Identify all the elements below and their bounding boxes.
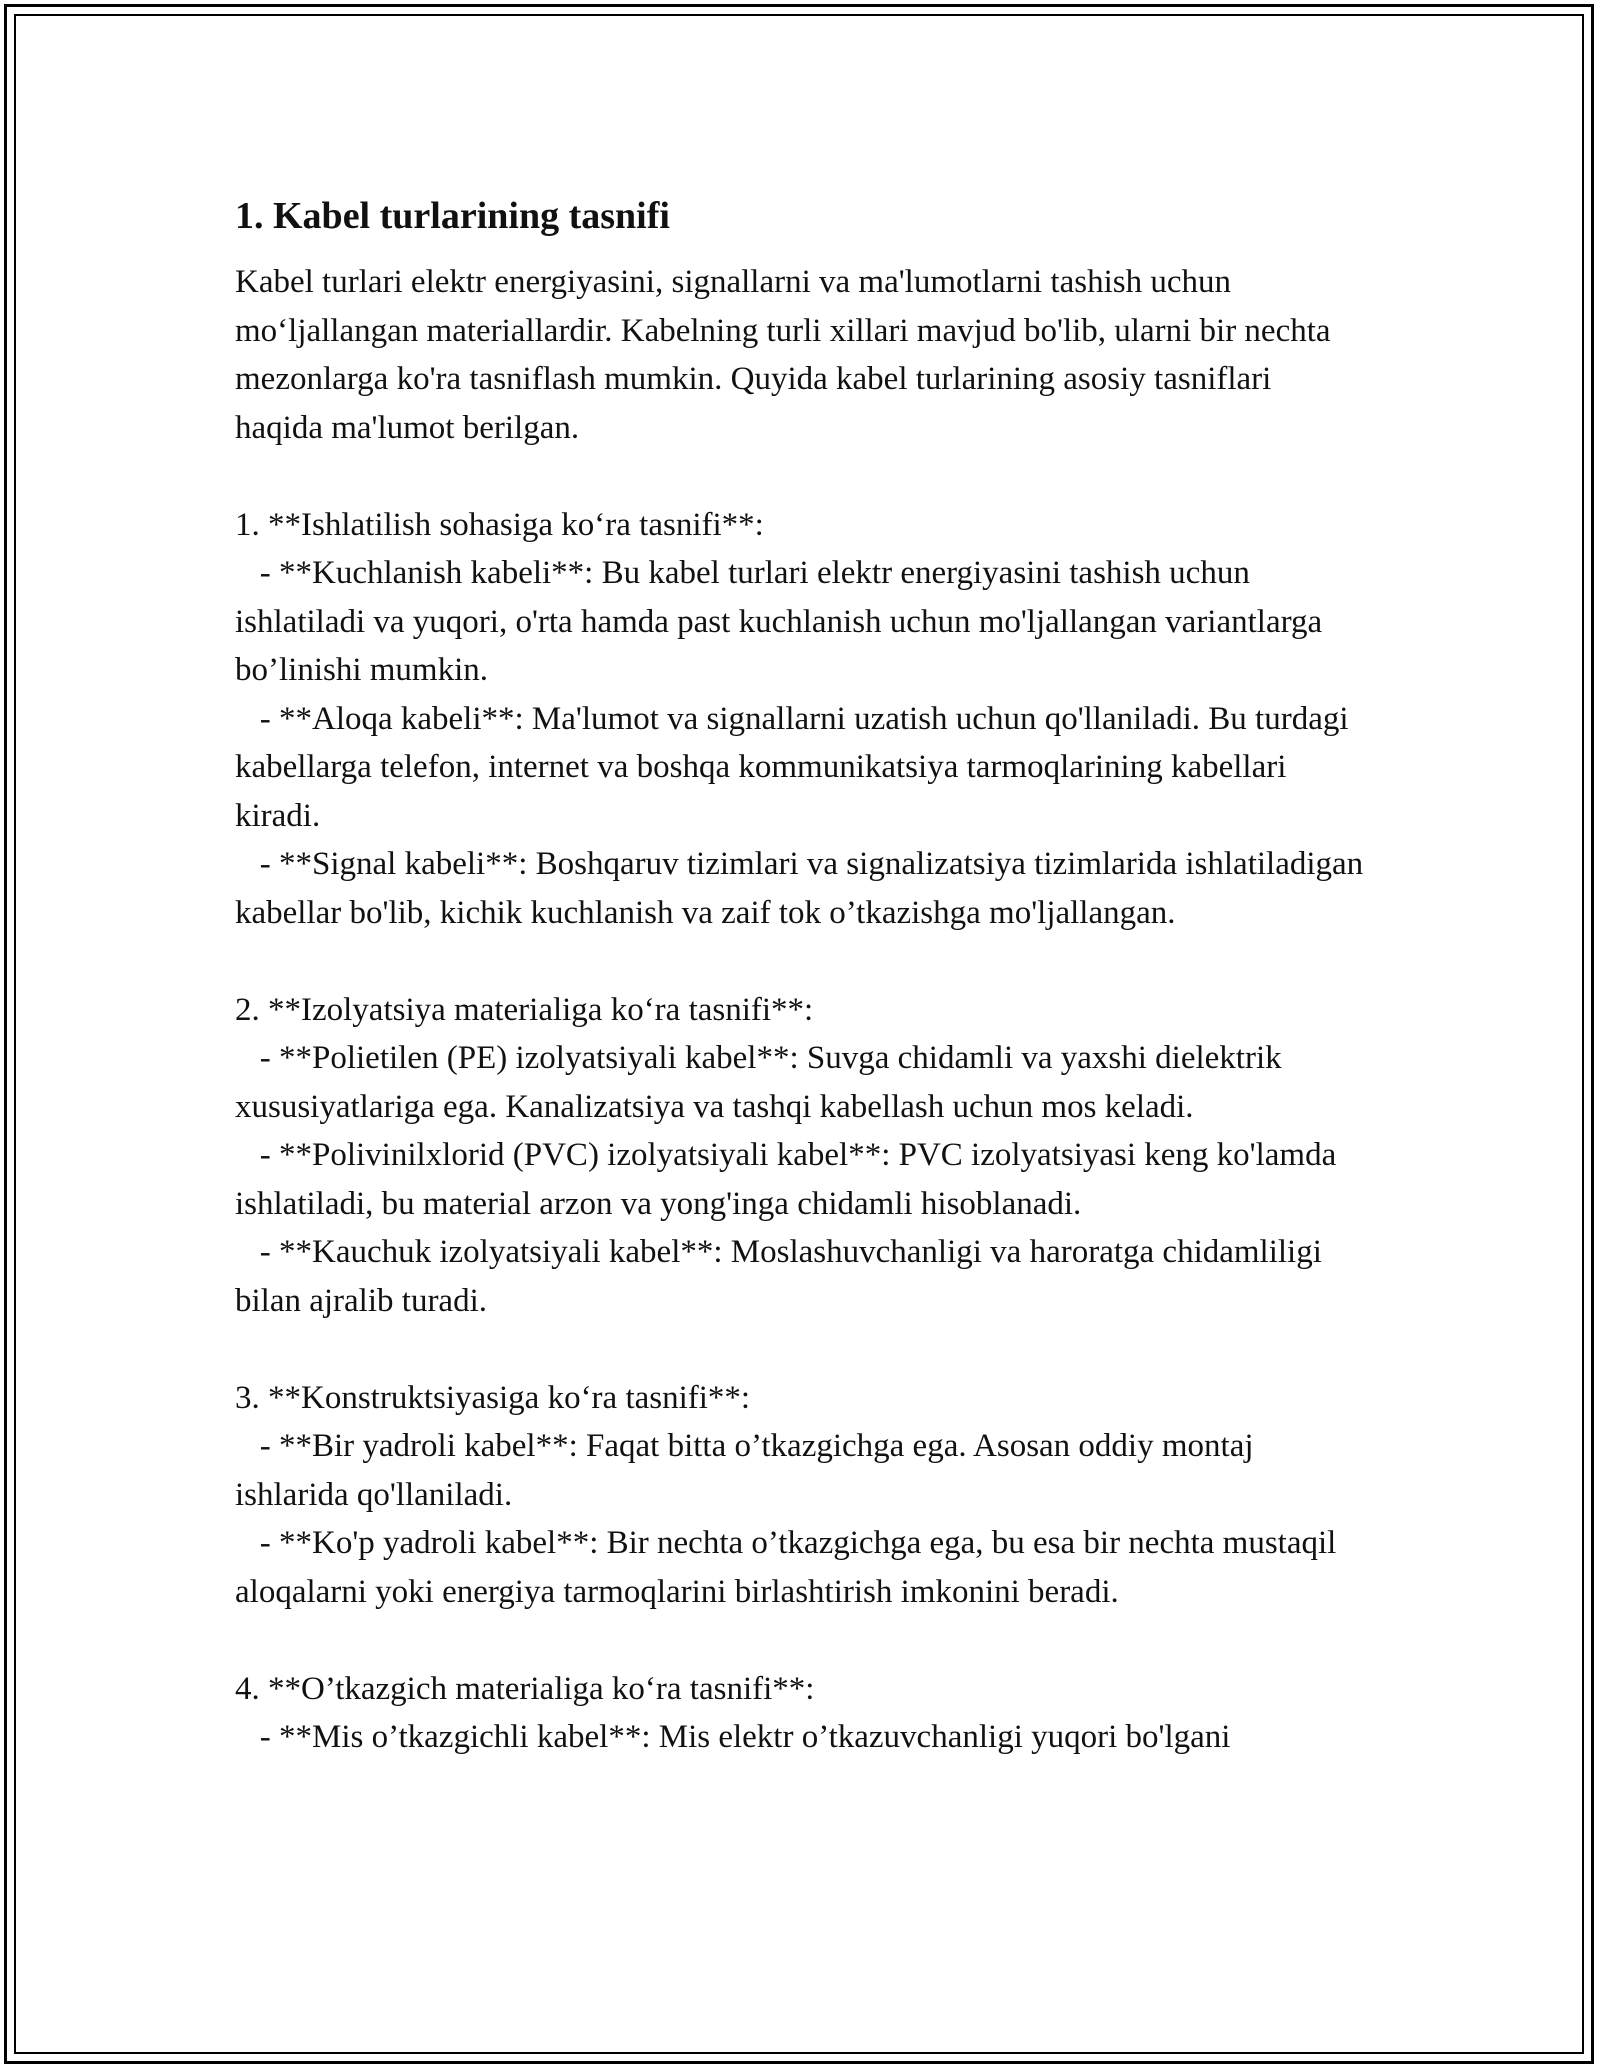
body-text: Kabel turlari elektr energiyasini, signallarni va ma'lumotlarni tashish uchun mo‘ljallangan materiallardir. Kabelning turli xillari mavjud bo'lib, ularni bir nechta mezonlarga ko'ra tasniflash mumkin. Quyida kabel turlarining asosiy tasniflari haqida ma'lumot berilgan. 1. **Ishlatilish sohasiga ko‘ra tasnifi**: - **Kuchlanish kabeli**: Bu kabel turlari elektr energiyasini tashish uchun ishlatiladi va yuqori, o'rta hamda past kuchlanish uchun mo'ljallangan variantlarga bo’linishi mumkin. - **Aloqa kabeli**: Ma'lumot va signallarni uzatish uchun qo'llaniladi. Bu turdagi kabellarga telefon, internet va boshqa kommunikatsiya tarmoqlarining kabellari kiradi. - **Signal kabeli**: Boshqaruv tizimlari va signalizatsiya tizimlarida ishlatiladigan kabellar bo'lib, kichik kuchlanish va zaif tok o’tkazishga mo'ljallangan. 2. **Izolyatsiya materialiga ko‘ra tasnifi**: - **Polietilen (PE) izolyatsiyali kabel**: Suvga chidamli va yaxshi dielektrik xususiyatlariga ega. Kanalizatsiya va tashqi kabellash uchun mos keladi. - **Polivinilxlorid (PVC) izolyatsiyali kabel**: PVC izolyatsiyasi keng ko'lamda ishlatiladi, bu material arzon va yong'inga chidamli hisoblanadi. - **Kauchuk izolyatsiyali kabel**: Moslashuvchanligi va haroratga chidamliligi bilan ajralib turadi. 3. **Konstruktsiyasiga ko‘ra tasnifi**: - **Bir yadroli kabel**: Faqat bitta o’tkazgichga ega. Asosan oddiy montaj ishlarida qo'llaniladi. - **Ko'p yadroli kabel**: Bir nechta o’tkazgichga ega, bu esa bir nechta mustaqil aloqalarni yoki energiya tarmoqlarini birlashtirish imkonini beradi. 4. **O’tkazgich materialiga ko‘ra tasnifi**: - **Mis o’tkazgichli kabel**: Mis elektr o’tkazuvchanligi yuqori bo'lgani: [235, 264, 1364, 1755]
document-content: [235, 186, 1365, 1762]
section-heading: 1. Kabel turlarining tasnifi: [235, 195, 670, 237]
